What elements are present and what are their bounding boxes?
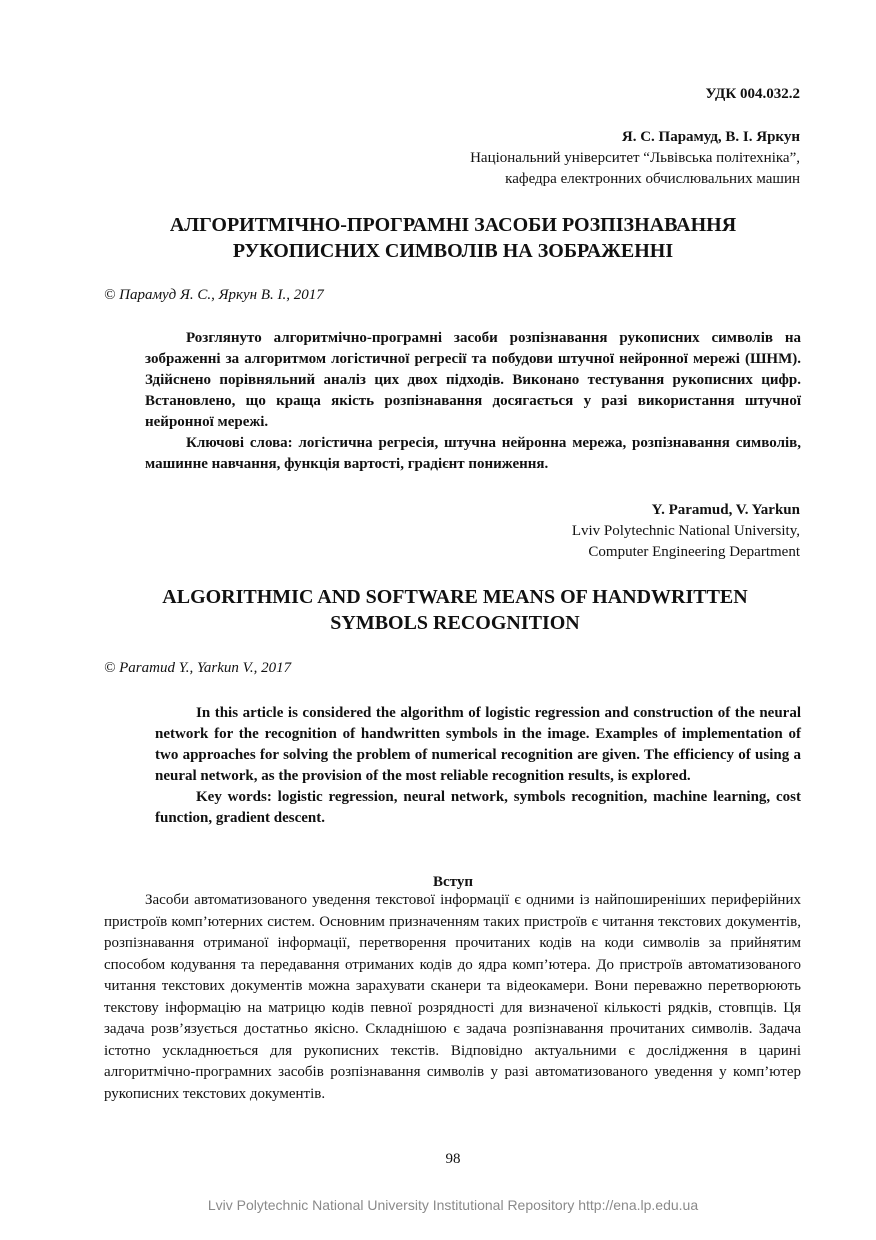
en-author-block <box>400 500 800 563</box>
ua-author-block <box>400 127 800 190</box>
intro-paragraph: Засоби автоматизованого уведення текстової інформації є одними із найпоширеніших периферійних пристроїв комп’ютерних систем. Основним призначенням таких пристроїв є читання текстових документів, розпізнавання отриманої інформації, перетворення прочитаних кодів на коди символів за прийнятим способом кодування та передавання отриманих кодів до ядра комп’ютера. До пристроїв автоматизованого читання текстових документів можна зарахувати сканери та відеокамери. Вони переважно перетворюють текстову інформацію на матрицю кодів певної розрядності для визначеної кількості рядків, стовпців. Ця задача розв’язується достатньо якісно. Складнішою є задача розпізнавання прочитаних символів. Задача істотно ускладнюється для рукописних текстів. Відповідно актуальними є дослідження в царині алгоритмічно-програмних засобів розпізнавання символів у разі автоматизованого уведення у комп’ютер рукописних текстових документів. <box>104 892 801 1102</box>
ua-abstract: Розглянуто алгоритмічно-програмні засоби розпізнавання рукописних символів на зображенні за алгоритмом логістичної регресії та побудови штучної нейронної мережі (ШНМ). Здійснено порівняльний аналіз цих двох підходів. Виконано тестування рукописних цифр. Встановлено, що краща якість розпізнавання досягається у разі використання штучної нейронної мережі. <box>145 330 801 430</box>
ua-title-line1: АЛГОРИТМІЧНО-ПРОГРАМНІ ЗАСОБИ РОЗПІЗНАВАННЯ <box>169 214 737 236</box>
en-authors: Y. Paramud, V. Yarkun <box>651 502 800 518</box>
ua-affiliation-line1: Національний університет “Львівська політехніка”, <box>470 150 800 166</box>
ua-affiliation-line2: кафедра електронних обчислювальних машин <box>505 171 800 187</box>
en-affiliation-line1: Lviv Polytechnic National University, <box>571 523 800 539</box>
ua-abstract-block <box>145 328 801 475</box>
intro-heading: Вступ <box>433 874 473 890</box>
udc-code: УДК 004.032.2 <box>705 86 800 102</box>
ua-title <box>100 212 806 264</box>
en-title-line1: ALGORITHMIC AND SOFTWARE MEANS OF HANDWRITTEN <box>162 586 748 608</box>
page-number: 98 <box>445 1151 461 1167</box>
repository-footer: Lviv Polytechnic National University Institutional Repository http://ena.lp.edu.ua <box>207 1197 699 1213</box>
ua-keywords: Ключові слова: логістична регресія, штучна нейронна мережа, розпізнавання символів, машинне навчання, функція вартості, градієнт пониження. <box>145 435 801 472</box>
en-abstract: In this article is considered the algorithm of logistic regression and construction of the neural network for the recognition of handwritten symbols in the image. Examples of implementation of two approaches for solving the problem of numerical recognition are given. The efficiency of using a neural network, as the provision of the most reliable recognition results, is explored. <box>155 705 801 784</box>
intro-body <box>104 890 801 1105</box>
ua-authors: Я. С. Парамуд, В. І. Яркун <box>621 129 800 145</box>
en-title-line2: SYMBOLS RECOGNITION <box>330 612 580 634</box>
en-affiliation-line2: Computer Engineering Department <box>588 544 800 560</box>
en-copyright: © Paramud Y., Yarkun V., 2017 <box>104 660 292 676</box>
ua-copyright: © Парамуд Я. С., Яркун В. І., 2017 <box>104 287 324 303</box>
en-abstract-block <box>155 703 801 829</box>
en-title <box>100 584 810 636</box>
en-keywords: Key words: logistic regression, neural network, symbols recognition, machine learning, cost function, gradient descent. <box>155 789 801 826</box>
ua-title-line2: РУКОПИСНИХ СИМВОЛІВ НА ЗОБРАЖЕННІ <box>232 240 674 262</box>
